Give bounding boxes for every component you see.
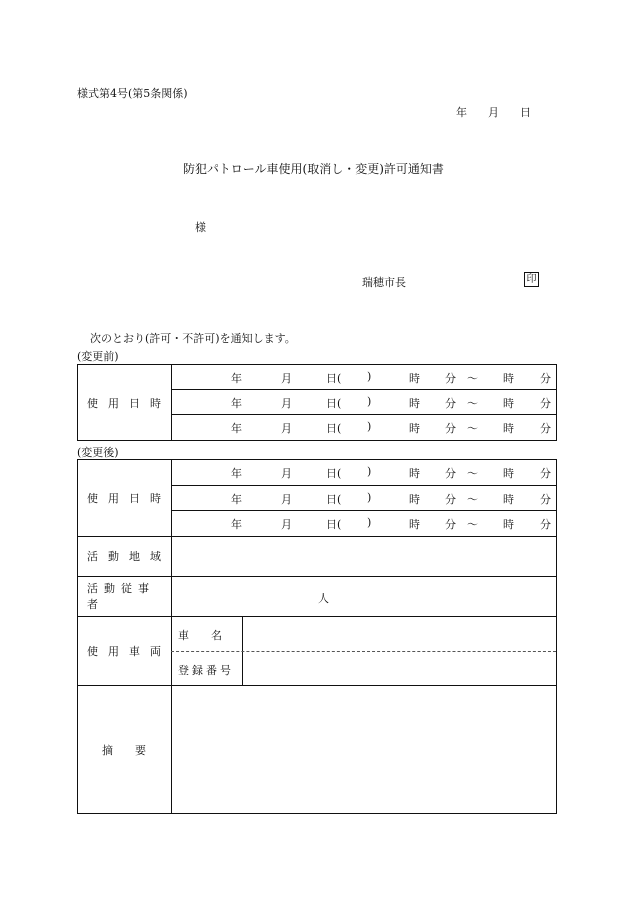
datetime-month-label: 月 — [281, 422, 292, 435]
datetime-day-close-label: ) — [367, 491, 372, 504]
document-title: 防犯パトロール車使用(取消し・変更)許可通知書 — [183, 162, 444, 176]
datetime-day-close-label: ) — [367, 516, 372, 529]
datetime-hour-label: 時 — [409, 397, 420, 410]
issue-date — [456, 104, 552, 120]
registration-number-label: 登録番号 — [178, 664, 234, 677]
datetime-hour2-label: 時 — [503, 422, 514, 435]
datetime-minute-label: 分 — [445, 518, 456, 531]
datetime-day-open-label: 日( — [326, 467, 342, 480]
datetime-hour-label: 時 — [409, 493, 420, 506]
form-number: 様式第4号(第5条関係) — [77, 87, 188, 100]
datetime-year-label: 年 — [231, 518, 242, 531]
people-unit: 人 — [318, 592, 329, 605]
datetime-month-label: 月 — [281, 397, 292, 410]
seal-mark: 印 — [524, 272, 539, 287]
datetime-row — [0, 459, 630, 484]
datetime-year-label: 年 — [231, 372, 242, 385]
datetime-tilde-label: 〜 — [467, 422, 478, 435]
datetime-minute-label: 分 — [445, 422, 456, 435]
datetime-hour2-label: 時 — [503, 467, 514, 480]
datetime-minute-label: 分 — [445, 467, 456, 480]
datetime-minute2-label: 分 — [540, 397, 551, 410]
date-month-label: 月 — [488, 106, 499, 119]
datetime-day-close-label: ) — [367, 395, 372, 408]
datetime-minute-label: 分 — [445, 397, 456, 410]
datetime-day-open-label: 日( — [326, 518, 342, 531]
datetime-month-label: 月 — [281, 493, 292, 506]
datetime-year-label: 年 — [231, 467, 242, 480]
datetime-hour2-label: 時 — [503, 518, 514, 531]
issuer-name: 瑞穂市長 — [362, 276, 406, 289]
car-name-label: 車 名 — [178, 629, 222, 642]
section-before-label: (変更前) — [77, 350, 119, 363]
datetime-row — [0, 485, 630, 510]
datetime-hour2-label: 時 — [503, 493, 514, 506]
intro-text: 次のとおり(許可・不許可)を通知します。 — [90, 332, 296, 345]
datetime-hour2-label: 時 — [503, 397, 514, 410]
datetime-minute-label: 分 — [445, 372, 456, 385]
datetime-minute2-label: 分 — [540, 518, 551, 531]
datetime-hour-label: 時 — [409, 372, 420, 385]
date-year-label: 年 — [456, 106, 467, 119]
datetime-row — [0, 414, 630, 439]
datetime-month-label: 月 — [281, 467, 292, 480]
activity-area-label: 活動地域 — [87, 550, 171, 563]
summary-label: 摘 要 — [102, 743, 146, 757]
date-day-label: 日 — [520, 106, 531, 119]
datetime-hour-label: 時 — [409, 467, 420, 480]
datetime-year-label: 年 — [231, 422, 242, 435]
datetime-minute-label: 分 — [445, 493, 456, 506]
datetime-year-label: 年 — [231, 397, 242, 410]
datetime-tilde-label: 〜 — [467, 372, 478, 385]
datetime-year-label: 年 — [231, 493, 242, 506]
datetime-day-open-label: 日( — [326, 493, 342, 506]
datetime-month-label: 月 — [281, 518, 292, 531]
datetime-day-open-label: 日( — [326, 422, 342, 435]
datetime-minute2-label: 分 — [540, 372, 551, 385]
datetime-tilde-label: 〜 — [467, 397, 478, 410]
datetime-minute2-label: 分 — [540, 467, 551, 480]
before-usage-datetime-label: 使用日時 — [87, 396, 171, 410]
datetime-minute2-label: 分 — [540, 422, 551, 435]
datetime-tilde-label: 〜 — [467, 467, 478, 480]
datetime-hour2-label: 時 — [503, 372, 514, 385]
datetime-row — [0, 510, 630, 535]
vehicle-label: 使用車両 — [87, 644, 171, 658]
after-usage-datetime-label: 使用日時 — [87, 491, 171, 505]
datetime-day-close-label: ) — [367, 420, 372, 433]
datetime-hour-label: 時 — [409, 518, 420, 531]
datetime-day-open-label: 日( — [326, 372, 342, 385]
datetime-day-close-label: ) — [367, 465, 372, 478]
datetime-day-open-label: 日( — [326, 397, 342, 410]
datetime-row — [0, 389, 630, 414]
activity-staff-label: 活動従事者 — [87, 582, 155, 611]
addressee-suffix: 様 — [195, 221, 206, 234]
datetime-tilde-label: 〜 — [467, 493, 478, 506]
datetime-day-close-label: ) — [367, 370, 372, 383]
datetime-tilde-label: 〜 — [467, 518, 478, 531]
section-after-label: (変更後) — [77, 446, 119, 459]
datetime-row — [0, 364, 630, 389]
datetime-minute2-label: 分 — [540, 493, 551, 506]
datetime-month-label: 月 — [281, 372, 292, 385]
datetime-hour-label: 時 — [409, 422, 420, 435]
